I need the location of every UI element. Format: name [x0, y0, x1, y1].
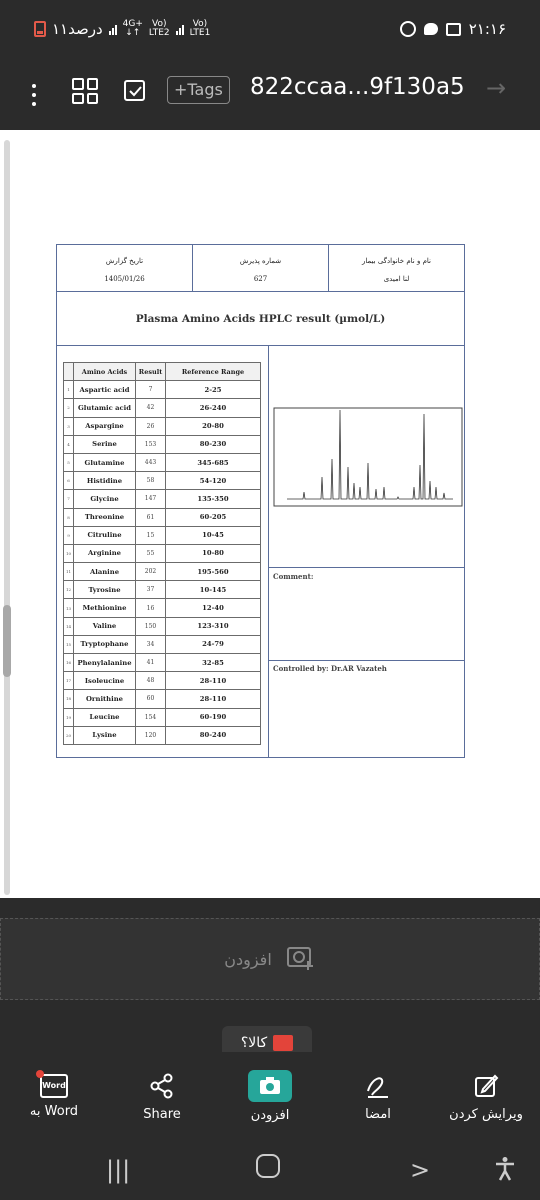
- row-number: 10: [64, 544, 74, 562]
- status-bar: [0, 0, 540, 60]
- row-number: 19: [64, 708, 74, 726]
- edit-label: ویرایش کردن: [449, 1106, 523, 1122]
- table-row: [64, 726, 261, 744]
- clock-time: ۲۱:۱۶: [468, 20, 506, 38]
- result-value: 37: [136, 581, 166, 599]
- reference-range: 345-685: [166, 453, 261, 471]
- chromatogram-chart: [273, 407, 463, 507]
- amino-acid-name: Glutamine: [74, 453, 136, 471]
- table-row: [64, 654, 261, 672]
- amino-acid-name: Methionine: [74, 599, 136, 617]
- amino-acid-table: [63, 362, 261, 745]
- row-number: 16: [64, 654, 74, 672]
- network-lte2: Vo) LTE2: [148, 19, 170, 38]
- col-amino-acids: Amino Acids: [74, 363, 136, 381]
- amino-acid-name: Aspartic acid: [74, 381, 136, 399]
- comment-label: Comment:: [273, 572, 314, 581]
- table-row: [64, 599, 261, 617]
- reference-range: 80-240: [166, 726, 261, 744]
- result-value: 443: [136, 453, 166, 471]
- row-number: 11: [64, 563, 74, 581]
- kala-label: کالا؟: [240, 1035, 268, 1051]
- report-date-cell: تاریخ گزارش 1405/01/26: [104, 257, 145, 283]
- page-grid-icon[interactable]: [72, 78, 98, 104]
- edit-button[interactable]: [432, 1052, 540, 1140]
- result-value: 41: [136, 654, 166, 672]
- amino-acid-name: Glycine: [74, 490, 136, 508]
- image-icon: [446, 23, 461, 36]
- scrollbar-thumb[interactable]: [3, 605, 11, 677]
- table-row: [64, 690, 261, 708]
- add-button[interactable]: [216, 1052, 324, 1140]
- status-right: [400, 20, 506, 38]
- reference-range: 24-79: [166, 635, 261, 653]
- amino-acid-name: Histidine: [74, 472, 136, 490]
- amino-acid-name: Lysine: [74, 726, 136, 744]
- row-number: 7: [64, 490, 74, 508]
- reference-range: 60-205: [166, 508, 261, 526]
- table-row: [64, 417, 261, 435]
- network-4g: 4G+ ↓↑: [122, 19, 143, 38]
- export-word-label: به Word: [29, 1103, 79, 1119]
- report-header: [57, 245, 464, 292]
- reference-range: 12-40: [166, 599, 261, 617]
- row-number: 4: [64, 435, 74, 453]
- amino-acid-name: Tryptophane: [74, 635, 136, 653]
- signal-icon: [109, 23, 117, 35]
- amino-acid-name: Alanine: [74, 563, 136, 581]
- forward-arrow-icon[interactable]: →: [486, 74, 507, 102]
- table-row: [64, 581, 261, 599]
- result-value: 7: [136, 381, 166, 399]
- row-number: 13: [64, 599, 74, 617]
- amino-acid-name: Serine: [74, 435, 136, 453]
- amino-acid-name: Citruline: [74, 526, 136, 544]
- bottom-action-bar: [0, 1052, 540, 1140]
- row-number: 6: [64, 472, 74, 490]
- result-value: 150: [136, 617, 166, 635]
- result-value: 147: [136, 490, 166, 508]
- result-value: 42: [136, 399, 166, 417]
- result-value: 202: [136, 563, 166, 581]
- result-value: 153: [136, 435, 166, 453]
- table-row: [64, 453, 261, 471]
- top-toolbar: [0, 60, 540, 130]
- row-number: 17: [64, 672, 74, 690]
- add-page-label: افزودن: [224, 949, 272, 969]
- col-result: Result: [136, 363, 166, 381]
- row-number: 20: [64, 726, 74, 744]
- amino-acid-name: Tyrosine: [74, 581, 136, 599]
- system-nav-bar: [0, 1140, 540, 1200]
- reference-range: 26-240: [166, 399, 261, 417]
- network-lte1: Vo) LTE1: [189, 19, 211, 38]
- select-checkbox-icon[interactable]: [122, 78, 148, 104]
- share-button[interactable]: [108, 1052, 216, 1140]
- reference-range: 28-110: [166, 690, 261, 708]
- result-value: 61: [136, 508, 166, 526]
- lab-report-page: [56, 244, 465, 758]
- chat-icon: [424, 23, 438, 35]
- row-number: 5: [64, 453, 74, 471]
- table-row: [64, 490, 261, 508]
- accessibility-icon[interactable]: [494, 1156, 516, 1188]
- reference-range: 10-45: [166, 526, 261, 544]
- signal-icon-2: [176, 23, 184, 35]
- notification-dot: [36, 1070, 44, 1078]
- table-row: [64, 381, 261, 399]
- result-value: 154: [136, 708, 166, 726]
- col-reference-range: Reference Range: [166, 363, 261, 381]
- tags-button[interactable]: +Tags: [167, 76, 230, 104]
- reference-range: 2-25: [166, 381, 261, 399]
- reference-range: 10-80: [166, 544, 261, 562]
- amino-acid-name: Aspargine: [74, 417, 136, 435]
- signature-icon: [363, 1071, 393, 1101]
- table-row: [64, 563, 261, 581]
- table-row: [64, 544, 261, 562]
- row-number: 3: [64, 417, 74, 435]
- add-photo-icon: [286, 943, 316, 975]
- battery-text: ۱۱درصد: [52, 20, 103, 38]
- amino-acid-name: Phenylalanine: [74, 654, 136, 672]
- edit-icon: [471, 1071, 501, 1101]
- scrollbar-track[interactable]: [4, 140, 10, 895]
- table-row: [64, 635, 261, 653]
- amino-acid-name: Isoleucine: [74, 672, 136, 690]
- amino-acid-name: Valine: [74, 617, 136, 635]
- amino-acid-name: Arginine: [74, 544, 136, 562]
- row-number: 12: [64, 581, 74, 599]
- row-number: 9: [64, 526, 74, 544]
- comment-box: [269, 568, 465, 661]
- amino-acid-name: Glutamic acid: [74, 399, 136, 417]
- results-panel: [57, 346, 269, 758]
- result-value: 16: [136, 599, 166, 617]
- admission-number-cell: شماره پذیرش 627: [192, 245, 328, 291]
- reference-range: 10-145: [166, 581, 261, 599]
- row-number: 8: [64, 508, 74, 526]
- result-value: 15: [136, 526, 166, 544]
- result-value: 58: [136, 472, 166, 490]
- table-row: [64, 508, 261, 526]
- table-row: [64, 399, 261, 417]
- reference-range: 123-310: [166, 617, 261, 635]
- result-value: 26: [136, 417, 166, 435]
- table-row: [64, 526, 261, 544]
- reference-range: 80-230: [166, 435, 261, 453]
- result-value: 48: [136, 672, 166, 690]
- share-icon: [147, 1071, 177, 1101]
- kala-icon: [273, 1035, 293, 1051]
- table-row: [64, 708, 261, 726]
- reference-range: 195-560: [166, 563, 261, 581]
- app-e-icon: [400, 21, 416, 37]
- patient-name-cell: نام و نام خانوادگی بیمار لنا امیدی: [328, 245, 464, 291]
- controlled-by-label: Controlled by: Dr.AR Vazateh: [273, 664, 387, 673]
- amino-acid-name: Threonine: [74, 508, 136, 526]
- row-number: 1: [64, 381, 74, 399]
- add-label: افزودن: [250, 1107, 290, 1123]
- row-number: 2: [64, 399, 74, 417]
- reference-range: 28-110: [166, 672, 261, 690]
- back-icon[interactable]: >: [410, 1156, 431, 1184]
- word-icon: Word: [40, 1074, 68, 1098]
- home-icon[interactable]: [256, 1154, 280, 1178]
- sign-button[interactable]: [324, 1052, 432, 1140]
- status-left: [34, 20, 210, 38]
- amino-acid-name: Leucine: [74, 708, 136, 726]
- table-row: [64, 435, 261, 453]
- sign-label: امضا: [365, 1106, 391, 1122]
- row-number: 15: [64, 635, 74, 653]
- table-row: [64, 472, 261, 490]
- recent-apps-icon[interactable]: |||: [106, 1156, 131, 1184]
- export-word-button[interactable]: [0, 1052, 108, 1140]
- row-number: 14: [64, 617, 74, 635]
- amino-acid-name: Ornithine: [74, 690, 136, 708]
- result-value: 60: [136, 690, 166, 708]
- add-page-bar[interactable]: [0, 918, 540, 1000]
- share-label: Share: [143, 1106, 181, 1122]
- row-number: 18: [64, 690, 74, 708]
- reference-range: 135-350: [166, 490, 261, 508]
- reference-range: 32-85: [166, 654, 261, 672]
- camera-icon: [248, 1070, 292, 1102]
- table-row: [64, 672, 261, 690]
- result-value: 34: [136, 635, 166, 653]
- battery-icon: [34, 21, 46, 37]
- document-title[interactable]: 822ccaa...9f130a5: [250, 74, 465, 100]
- reference-range: 60-190: [166, 708, 261, 726]
- table-row: [64, 617, 261, 635]
- reference-range: 20-80: [166, 417, 261, 435]
- report-title: Plasma Amino Acids HPLC result (µmol/L): [57, 292, 464, 346]
- result-value: 55: [136, 544, 166, 562]
- more-menu-icon[interactable]: [24, 78, 44, 112]
- result-value: 120: [136, 726, 166, 744]
- reference-range: 54-120: [166, 472, 261, 490]
